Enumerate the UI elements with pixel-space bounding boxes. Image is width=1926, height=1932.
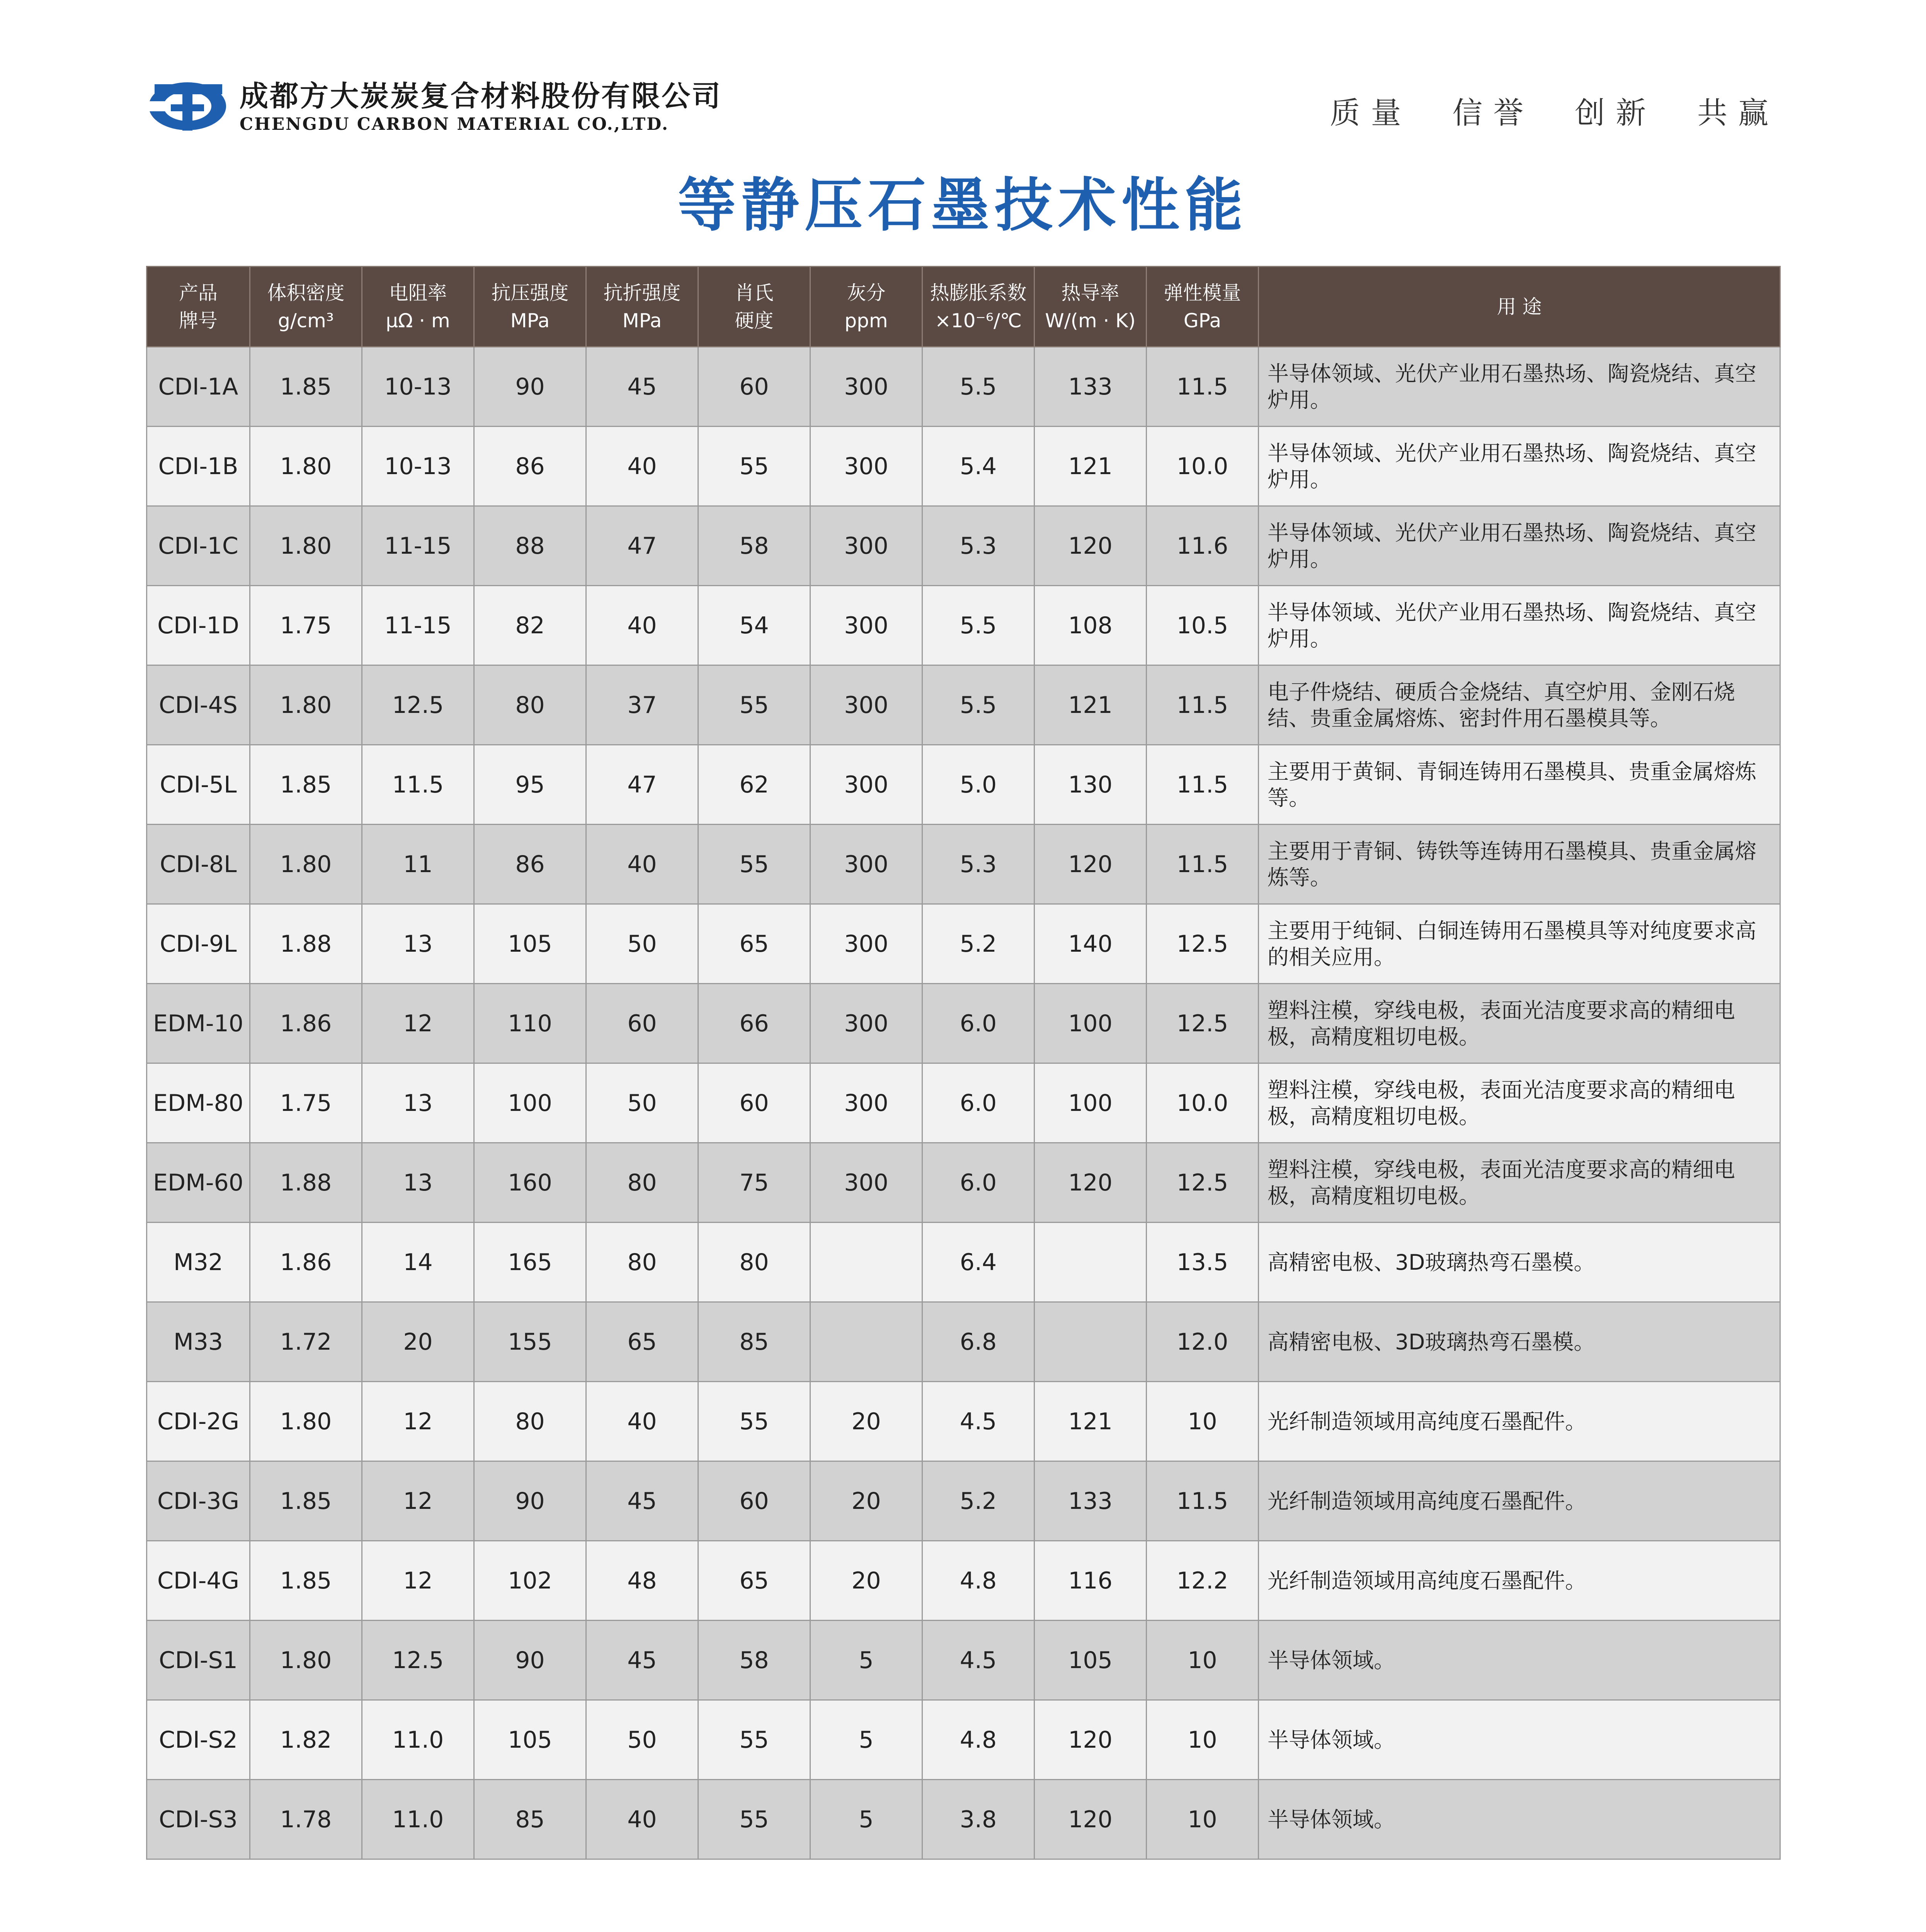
table-cell: 133 — [1034, 347, 1147, 427]
table-cell: 45 — [586, 1621, 698, 1700]
table-cell: 10 — [1147, 1382, 1259, 1461]
column-header-line: 弹性模量 — [1164, 281, 1241, 304]
table-cell: 116 — [1034, 1541, 1147, 1621]
table-cell: 11.5 — [1147, 825, 1259, 904]
table-cell: 11.5 — [1147, 1461, 1259, 1541]
table-cell: 300 — [810, 984, 922, 1063]
column-header-unit: W/(m · K) — [1045, 309, 1136, 332]
table-cell: 20 — [810, 1382, 922, 1461]
table-cell: 6.4 — [922, 1223, 1034, 1302]
column-header — [1259, 267, 1780, 347]
table-cell: 300 — [810, 1143, 922, 1223]
table-cell: 86 — [474, 427, 586, 506]
table-cell: 40 — [586, 586, 698, 665]
grade-cell: CDI-3G — [147, 1461, 250, 1541]
table-cell: 10-13 — [362, 347, 474, 427]
table-cell: 12.5 — [1147, 984, 1259, 1063]
table-cell: 40 — [586, 1382, 698, 1461]
table-cell: 1.80 — [250, 1621, 362, 1700]
column-header — [362, 267, 474, 347]
table-cell: 3.8 — [922, 1780, 1034, 1859]
table-row — [147, 1780, 1780, 1859]
table-row — [147, 745, 1780, 825]
grade-cell: CDI-S1 — [147, 1621, 250, 1700]
usage-cell: 塑料注模，穿线电极，表面光洁度要求高的精细电极，高精度粗切电极。 — [1259, 1143, 1780, 1223]
table-row — [147, 1143, 1780, 1223]
table-cell: 1.88 — [250, 1143, 362, 1223]
table-cell: 60 — [586, 984, 698, 1063]
table-cell: 5.5 — [922, 347, 1034, 427]
table-cell: 1.86 — [250, 984, 362, 1063]
table-cell: 5.0 — [922, 745, 1034, 825]
table-row — [147, 665, 1780, 745]
table-cell: 50 — [586, 1063, 698, 1143]
table-cell: 20 — [362, 1302, 474, 1382]
usage-cell: 半导体领域。 — [1259, 1780, 1780, 1859]
table-cell: 5.2 — [922, 904, 1034, 984]
table-cell: 155 — [474, 1302, 586, 1382]
table-cell: 54 — [698, 586, 810, 665]
table-cell: 10 — [1147, 1621, 1259, 1700]
table-cell: 40 — [586, 1780, 698, 1859]
table-cell: 121 — [1034, 1382, 1147, 1461]
table-cell: 45 — [586, 1461, 698, 1541]
table-cell: 10 — [1147, 1780, 1259, 1859]
table-cell: 10.0 — [1147, 1063, 1259, 1143]
table-cell: 300 — [810, 586, 922, 665]
column-header — [922, 267, 1034, 347]
table-cell — [1034, 1302, 1147, 1382]
table-cell: 48 — [586, 1541, 698, 1621]
table-cell: 1.85 — [250, 1461, 362, 1541]
table-cell: 1.80 — [250, 825, 362, 904]
table-cell: 12.5 — [362, 665, 474, 745]
usage-cell: 高精密电极、3D玻璃热弯石墨模。 — [1259, 1302, 1780, 1382]
usage-cell: 半导体领域、光伏产业用石墨热场、陶瓷烧结、真空炉用。 — [1259, 427, 1780, 506]
table-row — [147, 1621, 1780, 1700]
table-cell: 10.5 — [1147, 586, 1259, 665]
table-cell: 13 — [362, 1143, 474, 1223]
column-header-unit: μΩ · m — [386, 309, 450, 332]
column-header-unit: 硬度 — [735, 309, 774, 332]
table-cell: 60 — [698, 1461, 810, 1541]
table-cell — [810, 1302, 922, 1382]
table-cell: 60 — [698, 1063, 810, 1143]
table-cell: 160 — [474, 1143, 586, 1223]
table-cell: 1.86 — [250, 1223, 362, 1302]
table-cell: 1.80 — [250, 1382, 362, 1461]
table-cell: 12.5 — [1147, 904, 1259, 984]
table-cell: 300 — [810, 347, 922, 427]
table-cell: 40 — [586, 825, 698, 904]
table-header-row — [147, 267, 1780, 347]
table-cell: 100 — [474, 1063, 586, 1143]
table-cell: 55 — [698, 825, 810, 904]
grade-cell: CDI-S3 — [147, 1780, 250, 1859]
table-cell: 1.80 — [250, 665, 362, 745]
slogan — [1299, 89, 1779, 132]
column-header-line: 用 途 — [1497, 295, 1542, 318]
table-cell: 1.75 — [250, 586, 362, 665]
table-row — [147, 1461, 1780, 1541]
table-cell: 11-15 — [362, 506, 474, 586]
table-cell: 55 — [698, 665, 810, 745]
company-name-en: CHENGDU CARBON MATERIAL CO.,LTD. — [240, 114, 669, 134]
table-cell: 12.5 — [1147, 1143, 1259, 1223]
grade-cell: CDI-4S — [147, 665, 250, 745]
column-header — [586, 267, 698, 347]
table-cell: 60 — [698, 347, 810, 427]
table-cell: 120 — [1034, 825, 1147, 904]
usage-cell: 塑料注模，穿线电极，表面光洁度要求高的精细电极，高精度粗切电极。 — [1259, 1063, 1780, 1143]
table-cell: 300 — [810, 427, 922, 506]
grade-cell: CDI-4G — [147, 1541, 250, 1621]
table-cell: 47 — [586, 745, 698, 825]
table-cell: 300 — [810, 506, 922, 586]
column-header — [147, 267, 250, 347]
table-cell: 11-15 — [362, 586, 474, 665]
table-cell: 121 — [1034, 665, 1147, 745]
table-cell: 12.5 — [362, 1621, 474, 1700]
column-header-line: 热膨胀系数 — [930, 281, 1027, 304]
table-cell: 80 — [474, 665, 586, 745]
usage-cell: 塑料注模，穿线电极，表面光洁度要求高的精细电极，高精度粗切电极。 — [1259, 984, 1780, 1063]
table-cell: 4.8 — [922, 1541, 1034, 1621]
grade-cell: CDI-1C — [147, 506, 250, 586]
column-header-line: 灰分 — [847, 281, 886, 304]
table-cell: 300 — [810, 665, 922, 745]
table-cell: 102 — [474, 1541, 586, 1621]
table-cell: 165 — [474, 1223, 586, 1302]
column-header-unit: ×10⁻⁶/℃ — [935, 309, 1022, 332]
grade-cell: CDI-1D — [147, 586, 250, 665]
usage-cell: 电子件烧结、硬质合金烧结、真空炉用、金刚石烧结、贵重金属熔炼、密封件用石墨模具等。 — [1259, 665, 1780, 745]
grade-cell: CDI-5L — [147, 745, 250, 825]
table-cell: 85 — [698, 1302, 810, 1382]
table-cell: 80 — [586, 1143, 698, 1223]
performance-table — [146, 266, 1781, 1860]
table-cell: 11 — [362, 825, 474, 904]
table-cell: 300 — [810, 825, 922, 904]
table-cell: 11.5 — [1147, 665, 1259, 745]
slogan-word: 质量 — [1330, 96, 1412, 131]
table-cell: 5.3 — [922, 506, 1034, 586]
table-cell: 58 — [698, 506, 810, 586]
table-cell: 5.5 — [922, 665, 1034, 745]
slogan-word: 共赢 — [1697, 96, 1779, 131]
column-header — [1147, 267, 1259, 347]
table-cell: 10.0 — [1147, 427, 1259, 506]
table-cell: 120 — [1034, 506, 1147, 586]
usage-cell: 半导体领域。 — [1259, 1700, 1780, 1780]
table-cell: 85 — [474, 1780, 586, 1859]
slogan-word: 信誉 — [1452, 96, 1535, 131]
table-cell: 40 — [586, 427, 698, 506]
table-cell: 11.5 — [1147, 347, 1259, 427]
usage-cell: 半导体领域、光伏产业用石墨热场、陶瓷烧结、真空炉用。 — [1259, 347, 1780, 427]
table-cell: 12 — [362, 984, 474, 1063]
table-cell: 300 — [810, 745, 922, 825]
table-cell: 90 — [474, 347, 586, 427]
table-cell: 5.2 — [922, 1461, 1034, 1541]
grade-cell: CDI-1A — [147, 347, 250, 427]
table-cell: 5.4 — [922, 427, 1034, 506]
column-header-unit: MPa — [510, 309, 550, 332]
grade-cell: CDI-S2 — [147, 1700, 250, 1780]
slogan-word: 创新 — [1575, 96, 1657, 131]
table-cell: 12.0 — [1147, 1302, 1259, 1382]
column-header-unit: g/cm³ — [278, 309, 334, 332]
column-header-unit: GPa — [1183, 309, 1222, 332]
table-cell: 12.2 — [1147, 1541, 1259, 1621]
table-cell — [810, 1223, 922, 1302]
table-cell: 133 — [1034, 1461, 1147, 1541]
table-cell: 65 — [586, 1302, 698, 1382]
table-cell: 120 — [1034, 1780, 1147, 1859]
table-cell: 1.78 — [250, 1780, 362, 1859]
column-header-unit: ppm — [844, 309, 888, 332]
column-header-line: 热导率 — [1061, 281, 1120, 304]
table-cell: 50 — [586, 1700, 698, 1780]
table-cell: 108 — [1034, 586, 1147, 665]
table-cell: 1.80 — [250, 427, 362, 506]
table-cell: 100 — [1034, 1063, 1147, 1143]
table-row — [147, 1223, 1780, 1302]
table-cell: 120 — [1034, 1143, 1147, 1223]
column-header — [698, 267, 810, 347]
table-cell: 11.5 — [1147, 745, 1259, 825]
column-header — [1034, 267, 1147, 347]
table-cell: 121 — [1034, 427, 1147, 506]
table-cell: 95 — [474, 745, 586, 825]
table-cell: 4.5 — [922, 1382, 1034, 1461]
table-cell: 4.5 — [922, 1621, 1034, 1700]
grade-cell: EDM-80 — [147, 1063, 250, 1143]
company-logo — [147, 77, 228, 135]
table-cell: 12 — [362, 1382, 474, 1461]
column-header-line: 肖氏 — [735, 281, 774, 304]
table-cell: 20 — [810, 1461, 922, 1541]
table-cell: 82 — [474, 586, 586, 665]
table-cell: 50 — [586, 904, 698, 984]
table-cell: 130 — [1034, 745, 1147, 825]
table-cell: 6.0 — [922, 984, 1034, 1063]
usage-cell: 光纤制造领域用高纯度石墨配件。 — [1259, 1461, 1780, 1541]
table-row — [147, 427, 1780, 506]
table-cell: 80 — [586, 1223, 698, 1302]
table-row — [147, 1302, 1780, 1382]
table-cell: 62 — [698, 745, 810, 825]
table-cell: 6.0 — [922, 1143, 1034, 1223]
table-cell: 47 — [586, 506, 698, 586]
table-cell: 11.6 — [1147, 506, 1259, 586]
usage-cell: 高精密电极、3D玻璃热弯石墨模。 — [1259, 1223, 1780, 1302]
table-cell: 55 — [698, 427, 810, 506]
table-cell: 66 — [698, 984, 810, 1063]
table-cell: 1.85 — [250, 347, 362, 427]
table-cell: 88 — [474, 506, 586, 586]
company-name-cn: 成都方大炭炭复合材料股份有限公司 — [240, 80, 722, 113]
usage-cell: 光纤制造领域用高纯度石墨配件。 — [1259, 1382, 1780, 1461]
table-cell: 1.75 — [250, 1063, 362, 1143]
table-cell: 65 — [698, 904, 810, 984]
table-cell: 5 — [810, 1700, 922, 1780]
table-cell: 300 — [810, 904, 922, 984]
grade-cell: M32 — [147, 1223, 250, 1302]
table-cell: 13 — [362, 1063, 474, 1143]
table-cell: 55 — [698, 1700, 810, 1780]
grade-cell: M33 — [147, 1302, 250, 1382]
table-cell: 12 — [362, 1541, 474, 1621]
table-cell: 86 — [474, 825, 586, 904]
table-cell: 120 — [1034, 1700, 1147, 1780]
column-header-line: 电阻率 — [389, 281, 447, 304]
page-title: 等静压石墨技术性能 — [677, 172, 1248, 239]
table-cell: 5 — [810, 1780, 922, 1859]
usage-cell: 主要用于黄铜、青铜连铸用石墨模具、贵重金属熔炼等。 — [1259, 745, 1780, 825]
usage-cell: 半导体领域、光伏产业用石墨热场、陶瓷烧结、真空炉用。 — [1259, 586, 1780, 665]
usage-cell: 主要用于青铜、铸铁等连铸用石墨模具、贵重金属熔炼等。 — [1259, 825, 1780, 904]
table-cell: 80 — [698, 1223, 810, 1302]
column-header-unit: MPa — [622, 309, 662, 332]
table-row — [147, 984, 1780, 1063]
table-cell: 13.5 — [1147, 1223, 1259, 1302]
table-cell: 11.0 — [362, 1700, 474, 1780]
table-cell: 105 — [474, 904, 586, 984]
table-cell: 5.5 — [922, 586, 1034, 665]
table-row — [147, 347, 1780, 427]
table-cell: 65 — [698, 1541, 810, 1621]
table-cell: 12 — [362, 1461, 474, 1541]
table-cell: 10-13 — [362, 427, 474, 506]
table-cell: 1.80 — [250, 506, 362, 586]
table-cell: 6.0 — [922, 1063, 1034, 1143]
table-row — [147, 586, 1780, 665]
table-cell: 14 — [362, 1223, 474, 1302]
table-cell: 80 — [474, 1382, 586, 1461]
usage-cell: 半导体领域、光伏产业用石墨热场、陶瓷烧结、真空炉用。 — [1259, 506, 1780, 586]
table-cell: 1.85 — [250, 745, 362, 825]
table-row — [147, 1700, 1780, 1780]
table-cell: 1.88 — [250, 904, 362, 984]
usage-cell: 光纤制造领域用高纯度石墨配件。 — [1259, 1541, 1780, 1621]
table-row — [147, 904, 1780, 984]
table-row — [147, 825, 1780, 904]
grade-cell: CDI-8L — [147, 825, 250, 904]
table-cell: 75 — [698, 1143, 810, 1223]
table-cell: 10 — [1147, 1700, 1259, 1780]
table-cell: 4.8 — [922, 1700, 1034, 1780]
table-cell: 20 — [810, 1541, 922, 1621]
column-header-unit: 牌号 — [179, 309, 218, 332]
column-header-line: 抗压强度 — [491, 281, 569, 304]
table-cell: 110 — [474, 984, 586, 1063]
table-row — [147, 1063, 1780, 1143]
grade-cell: CDI-2G — [147, 1382, 250, 1461]
table-cell: 1.85 — [250, 1541, 362, 1621]
table-cell: 55 — [698, 1382, 810, 1461]
table-cell: 105 — [1034, 1621, 1147, 1700]
table-cell: 6.8 — [922, 1302, 1034, 1382]
table-cell: 5 — [810, 1621, 922, 1700]
usage-cell: 半导体领域。 — [1259, 1621, 1780, 1700]
table-cell: 45 — [586, 347, 698, 427]
table-cell: 11.0 — [362, 1780, 474, 1859]
column-header-line: 产品 — [179, 281, 218, 304]
grade-cell: EDM-10 — [147, 984, 250, 1063]
table-cell: 300 — [810, 1063, 922, 1143]
table-cell: 100 — [1034, 984, 1147, 1063]
table-cell — [1034, 1223, 1147, 1302]
table-cell: 90 — [474, 1461, 586, 1541]
table-row — [147, 506, 1780, 586]
table-cell: 37 — [586, 665, 698, 745]
table-cell: 5.3 — [922, 825, 1034, 904]
column-header — [250, 267, 362, 347]
table-cell: 140 — [1034, 904, 1147, 984]
table-cell: 105 — [474, 1700, 586, 1780]
table-cell: 90 — [474, 1621, 586, 1700]
column-header — [474, 267, 586, 347]
usage-cell: 主要用于纯铜、白铜连铸用石墨模具等对纯度要求高的相关应用。 — [1259, 904, 1780, 984]
grade-cell: CDI-1B — [147, 427, 250, 506]
column-header — [810, 267, 922, 347]
column-header-line: 抗折强度 — [603, 281, 681, 304]
table-cell: 11.5 — [362, 745, 474, 825]
grade-cell: EDM-60 — [147, 1143, 250, 1223]
table-cell: 1.82 — [250, 1700, 362, 1780]
table-cell: 1.72 — [250, 1302, 362, 1382]
table-cell: 58 — [698, 1621, 810, 1700]
table-row — [147, 1541, 1780, 1621]
table-cell: 55 — [698, 1780, 810, 1859]
table-cell: 13 — [362, 904, 474, 984]
grade-cell: CDI-9L — [147, 904, 250, 984]
column-header-line: 体积密度 — [267, 281, 345, 304]
table-row — [147, 1382, 1780, 1461]
